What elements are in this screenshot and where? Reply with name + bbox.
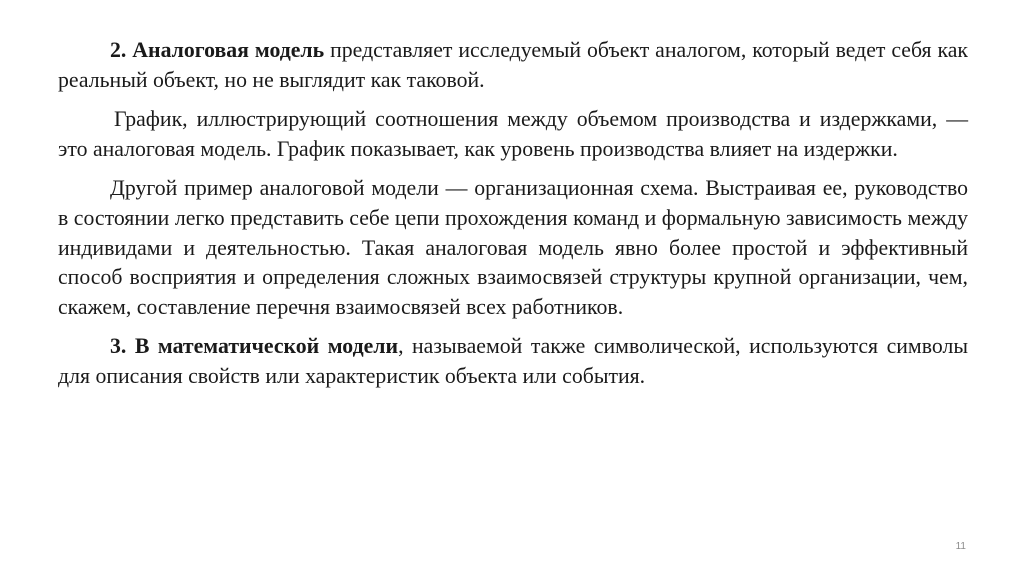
paragraph-org-chart-example: Другой пример аналоговой модели — организационная схема. Выстраивая ее, руководство в состоянии легко представить себе цепи прохождения команд и формальную зависимость между индивидами и деятельностью. Такая аналоговая модель явно более простой и эффективный способ восприятия и определения сложных взаимосвязей структуры крупной организации, чем, скажем, составление перечня взаимосвязей всех работников. [58,176,968,319]
page-number: 11 [955,541,966,552]
paragraph-graph-example: График, иллюстрирующий соотношения между объемом производства и издержками, — это аналоговая модель. График показывает, как уровень производства влияет на издержки. [58,107,968,161]
paragraph-analog-model-definition [58,36,968,95]
paragraph-math-model-definition [58,332,968,391]
analog-model-definition-text: представляет исследуемый объект аналогом, который ведет себя как реальный объект, но не выглядит как таковой. [58,38,968,92]
math-model-definition-text: , называемой также символической, используются символы для описания свойств или характеристик объекта или события. [58,334,968,388]
heading-analog-model: 2. Аналоговая модель [110,38,325,62]
heading-math-model: 3. В математической модели [110,334,399,359]
slide-body [58,36,968,402]
